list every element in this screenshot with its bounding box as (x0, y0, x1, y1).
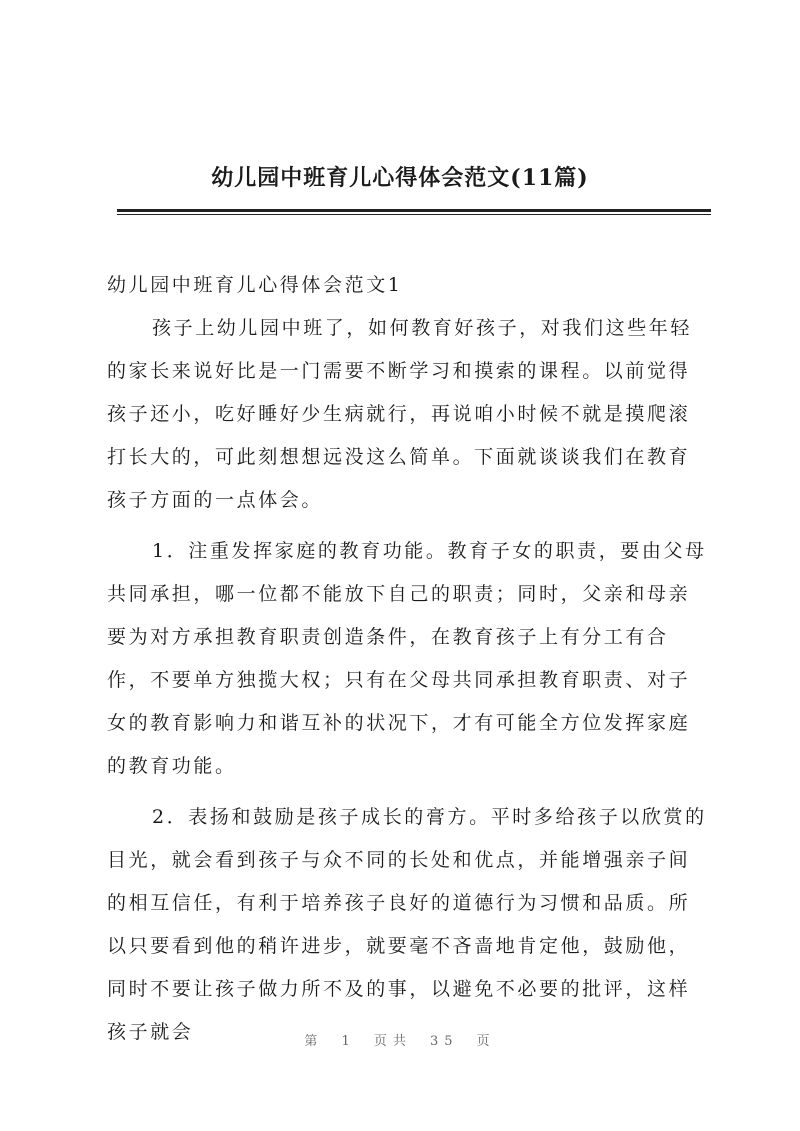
paragraph-point-1: 1．注重发挥家庭的教育功能。教育子女的职责，要由父母共同承担，哪一位都不能放下自己的职责；同时，父亲和母亲要为对方承担教育职责创造条件，在教育孩子上有分工有合作，不要单方独揽大权；只有在父母共同承担教育职责、对子女的教育影响力和谐互补的状况下，才有可能全方位发挥家庭的教育功能。 (107, 540, 707, 777)
section-heading: 幼儿园中班育儿心得体会范文1 (107, 274, 403, 296)
document-title: 幼儿园中班育儿心得体会范文(11篇) (211, 165, 589, 191)
title-rule (117, 209, 711, 212)
paragraph-point-2: 2．表扬和鼓励是孩子成长的膏方。平时多给孩子以欣赏的目光，就会看到孩子与众不同的长处和优点，并能增强亲子间的相互信任，有利于培养孩子良好的道德行为习惯和品质。所以只要看到他的稍许进步，就要毫不吝啬地肯定他，鼓励他，同时不要让孩子做力所不及的事，以避免不必要的批评，这样孩子就会 (107, 806, 707, 1043)
document-body (107, 264, 711, 1054)
paragraph-intro: 孩子上幼儿园中班了，如何教育好孩子，对我们这些年轻的家长来说好比是一门需要不断学习和摸索的课程。以前觉得孩子还小，吃好睡好少生病就行，再说咱小时候不就是摸爬滚打长大的，可此刻想想远没这么简单。下面就谈谈我们在教育孩子方面的一点体会。 (107, 317, 693, 511)
title-rule-thin (117, 214, 711, 215)
page-footer: 第 1 页共 35 页 (304, 1034, 496, 1049)
